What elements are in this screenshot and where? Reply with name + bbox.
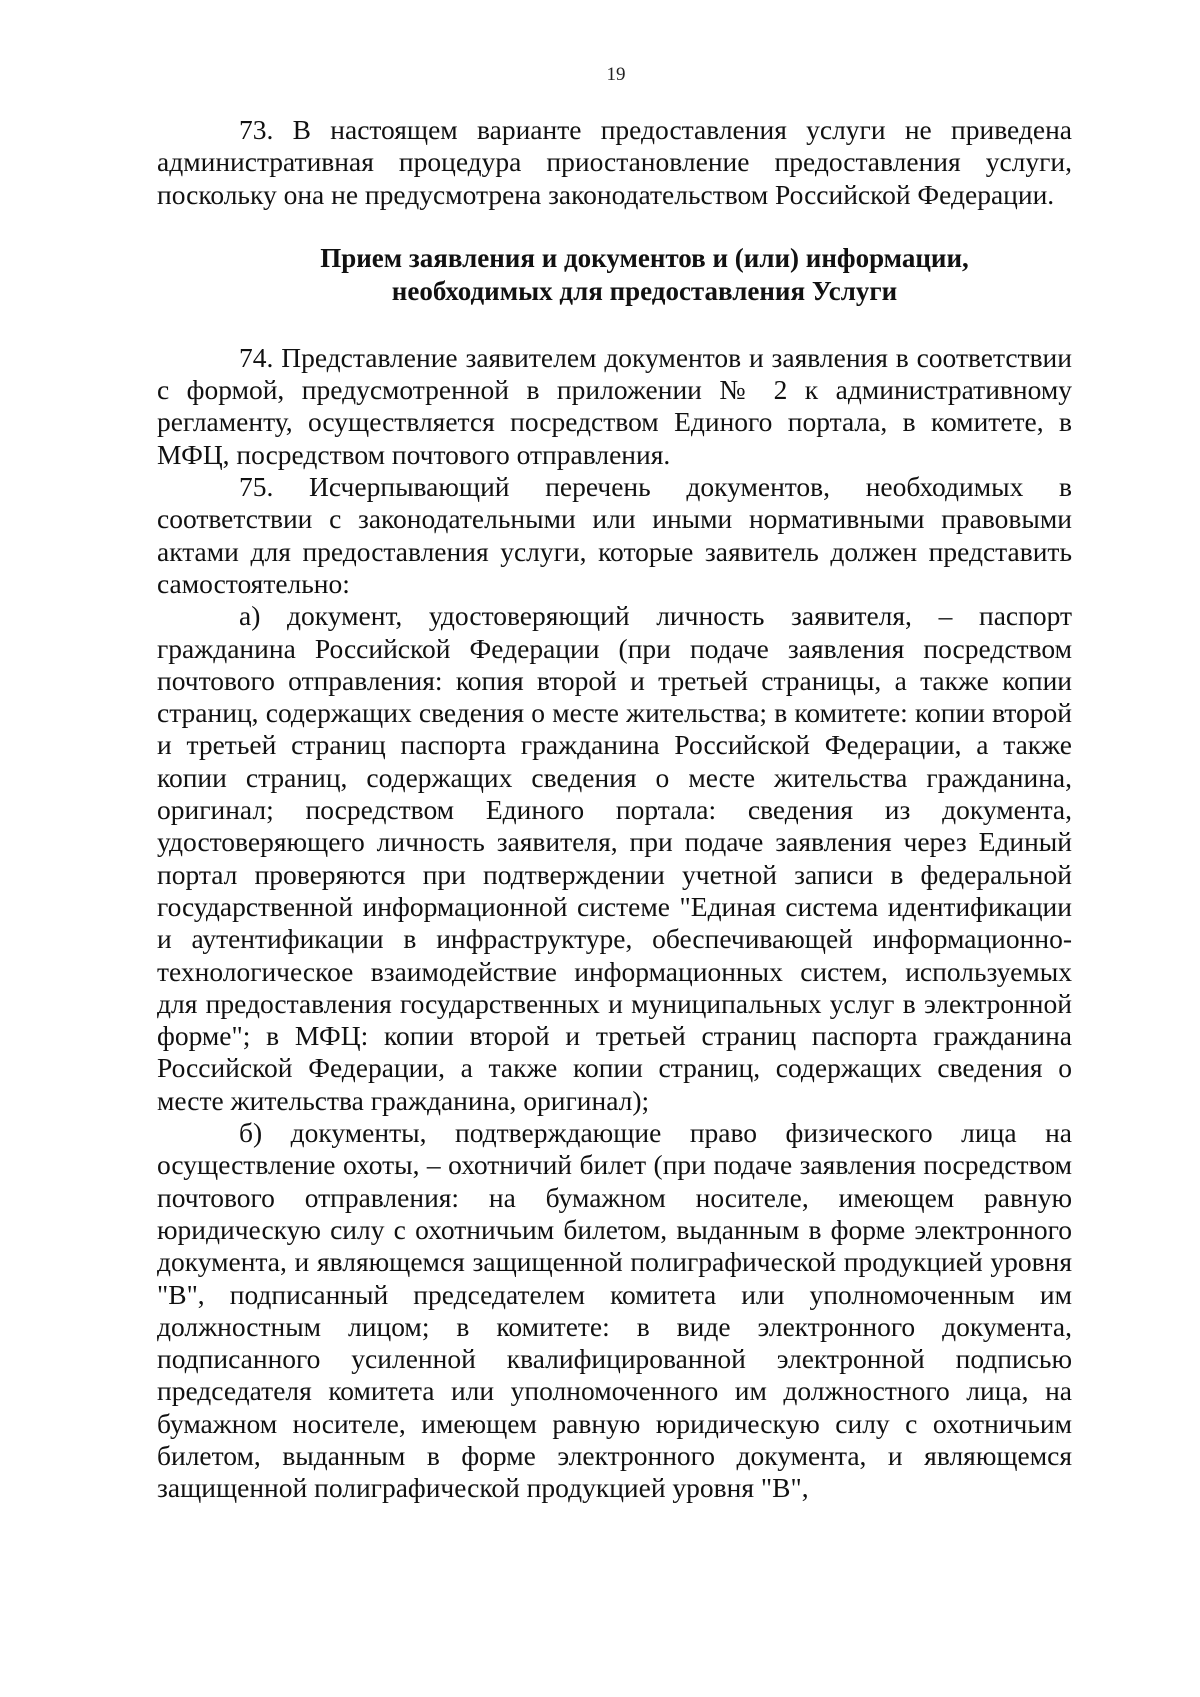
paragraph-75-item-a: а) документ, удостоверяющий личность заявителя, – паспорт гражданина Российской Федерации (при подаче заявления посредством почтового отправления: копия второй и третьей страницы, а также копии страниц, содержащих сведения о месте жительства; в комитете: копии второй и третьей страниц паспорта гражданина Российской Федерации, а также копии страниц, содержащих сведения о месте жительства гражданина, оригинал; посредством Единого портала: сведения из документа, удостоверяющего личность заявителя, при подаче заявления через Единый портал проверяются при подтверждении учетной записи в федеральной государственной информационной системе "Единая система идентификации и аутентификации в инфраструктуре, обеспечивающей информационно-технологическое взаимодействие информационных систем, используемых для предоставления государственных и муниципальных услуг в электронной форме"; в МФЦ: копии второй и третьей страниц паспорта гражданина Российской Федерации, а также копии страниц, содержащих сведения о месте жительства гражданина, оригинал); [157, 600, 1072, 1116]
section-heading-line-2: необходимых для предоставления Услуги [391, 275, 898, 306]
paragraph-73: 73. В настоящем варианте предоставления услуги не приведена административная процедура приостановление предоставления услуги, поскольку она не предусмотрена законодательством Российской Федерации. [157, 114, 1072, 210]
paragraph-75: 75. Исчерпывающий перечень документов, необходимых в соответствии с законодательными или иными нормативными правовыми актами для предоставления услуги, которые заявитель должен представить самостоятельно: [157, 471, 1072, 599]
paragraph-74: 74. Представление заявителем документов и заявления в соответствии с формой, предусмотренной в приложении № 2 к административному регламенту, осуществляется посредством Единого портала, в комитете, в МФЦ, посредством почтового отправления. [157, 341, 1072, 470]
document-body [157, 114, 1072, 1505]
paragraph-75-item-b: б) документы, подтверждающие право физического лица на осуществление охоты, – охотничий билет (при подаче заявления посредством почтового отправления: на бумажном носителе, имеющем равную юридическую силу с охотничьим билетом, выданным в форме электронного документа, и являющемся защищенной полиграфической продукцией уровня "В", подписанный председателем комитета или уполномоченным им должностным лицом; в комитете: в виде электронного документа, подписанного усиленной квалифицированной электронной подписью председателя комитета или уполномоченного им должностного лица, на бумажном носителе, имеющем равную юридическую силу с охотничьим билетом, выданным в форме электронного документа, и являющемся защищенной полиграфической продукцией уровня "В", [157, 1117, 1072, 1504]
section-heading-line-1: Прием заявления и документов и (или) информации, [320, 242, 969, 273]
section-heading [157, 242, 1072, 308]
page-number: 19 [606, 64, 626, 85]
